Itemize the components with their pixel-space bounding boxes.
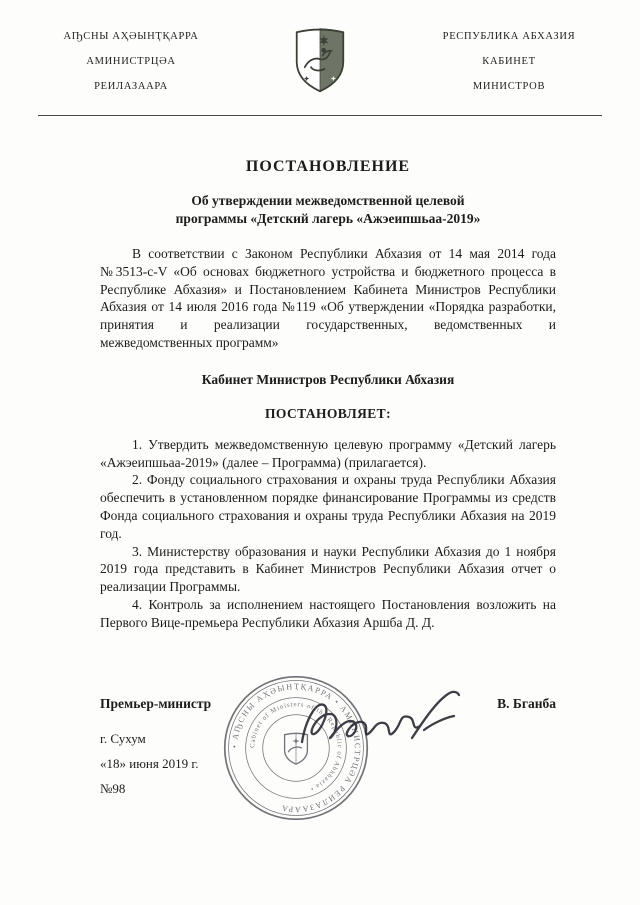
header-russian-line-1: РЕСПУБЛИКА АБХАЗИЯ bbox=[442, 31, 576, 42]
signatory-name: В. Бганба bbox=[497, 695, 556, 711]
preamble-paragraph: В соответствии с Законом Республики Абхазия от 14 мая 2014 года №3513-с-V «Об основах бюджетного устройства и бюджетного процесса в Республике Абхазия» и Постановлением Кабинета Министров Республики Абхазия от 14 июля 2016 года №119 «Об утверждении «Порядка разработки, принятия и реализации государственных, ведомственных и межведомственных программ» bbox=[100, 246, 556, 350]
header-abkhaz-line-3: РЕИЛАЗААРА bbox=[94, 81, 168, 92]
header-abkhaz-line-2: АМИНИСТРЦӘА bbox=[86, 56, 176, 67]
authority-line: Кабинет Министров Республики Абхазия bbox=[201, 371, 455, 387]
header-russian-line-3: МИНИСТРОВ bbox=[472, 81, 546, 92]
stamp-middle-ring-text: Cabinet of Ministers of the Republic of Abkhazia • bbox=[249, 701, 343, 793]
signatory-post: Премьер-министр bbox=[100, 695, 212, 711]
document-title: ПОСТАНОВЛЕНИЕ bbox=[245, 158, 411, 175]
resolution-items bbox=[100, 436, 556, 632]
subtitle-line-2: программы «Детский лагерь «Ажэеипшьаа-2019» bbox=[175, 210, 481, 226]
document-header bbox=[0, 0, 640, 99]
coat-of-arms-icon bbox=[293, 26, 347, 94]
footer-city: г. Сухум bbox=[100, 730, 146, 746]
header-russian-line-2: КАБИНЕТ bbox=[482, 56, 536, 67]
resolution-item-1: 1. Утвердить межведомственную целевую программу «Детский лагерь «Ажэеипшьаа-2019» (далее – Программа) (прилагается). bbox=[100, 436, 556, 470]
subtitle-line-1: Об утверждении межведомственной целевой bbox=[191, 193, 465, 208]
coat-of-arms bbox=[285, 24, 355, 94]
document-body bbox=[0, 158, 640, 801]
header-abkhaz-line-1: АҦСНЫ АҲӘЫНҬҚАРРА bbox=[63, 31, 199, 42]
document-footer bbox=[100, 726, 556, 801]
footer-number: №98 bbox=[100, 780, 126, 796]
header-divider bbox=[38, 115, 602, 116]
resolves-line: ПОСТАНОВЛЯЕТ: bbox=[264, 405, 391, 421]
resolution-item-4: 4. Контроль за исполнением настоящего Постановления возложить на Первого Вице-премьера Республики Абхазия Аршба Д. Д. bbox=[100, 596, 556, 630]
resolution-item-3: 3. Министерству образования и науки Республики Абхазия до 1 ноября 2019 года представить в Кабинет Министров Республики Абхазия отчет о реализации Программы. bbox=[100, 543, 556, 595]
resolution-item-2: 2. Фонду социального страхования и охраны труда Республики Абхазия обеспечить в установленном порядке финансирование Программы из средств Фонда социального страхования и охраны труда Республики Абхазия на 2019 год. bbox=[100, 472, 556, 541]
header-russian-block bbox=[414, 24, 604, 99]
document-subtitle bbox=[100, 192, 556, 227]
footer-date: «18» июня 2019 г. bbox=[100, 755, 199, 771]
header-abkhaz-block bbox=[36, 24, 226, 99]
signature-row bbox=[100, 696, 556, 712]
stamp-outer-ring-text: • АҦСНЫ АҲӘЫНҬҚАРРА • АМИНИСТРЦӘА РЕИЛАЗААРА bbox=[230, 682, 362, 814]
